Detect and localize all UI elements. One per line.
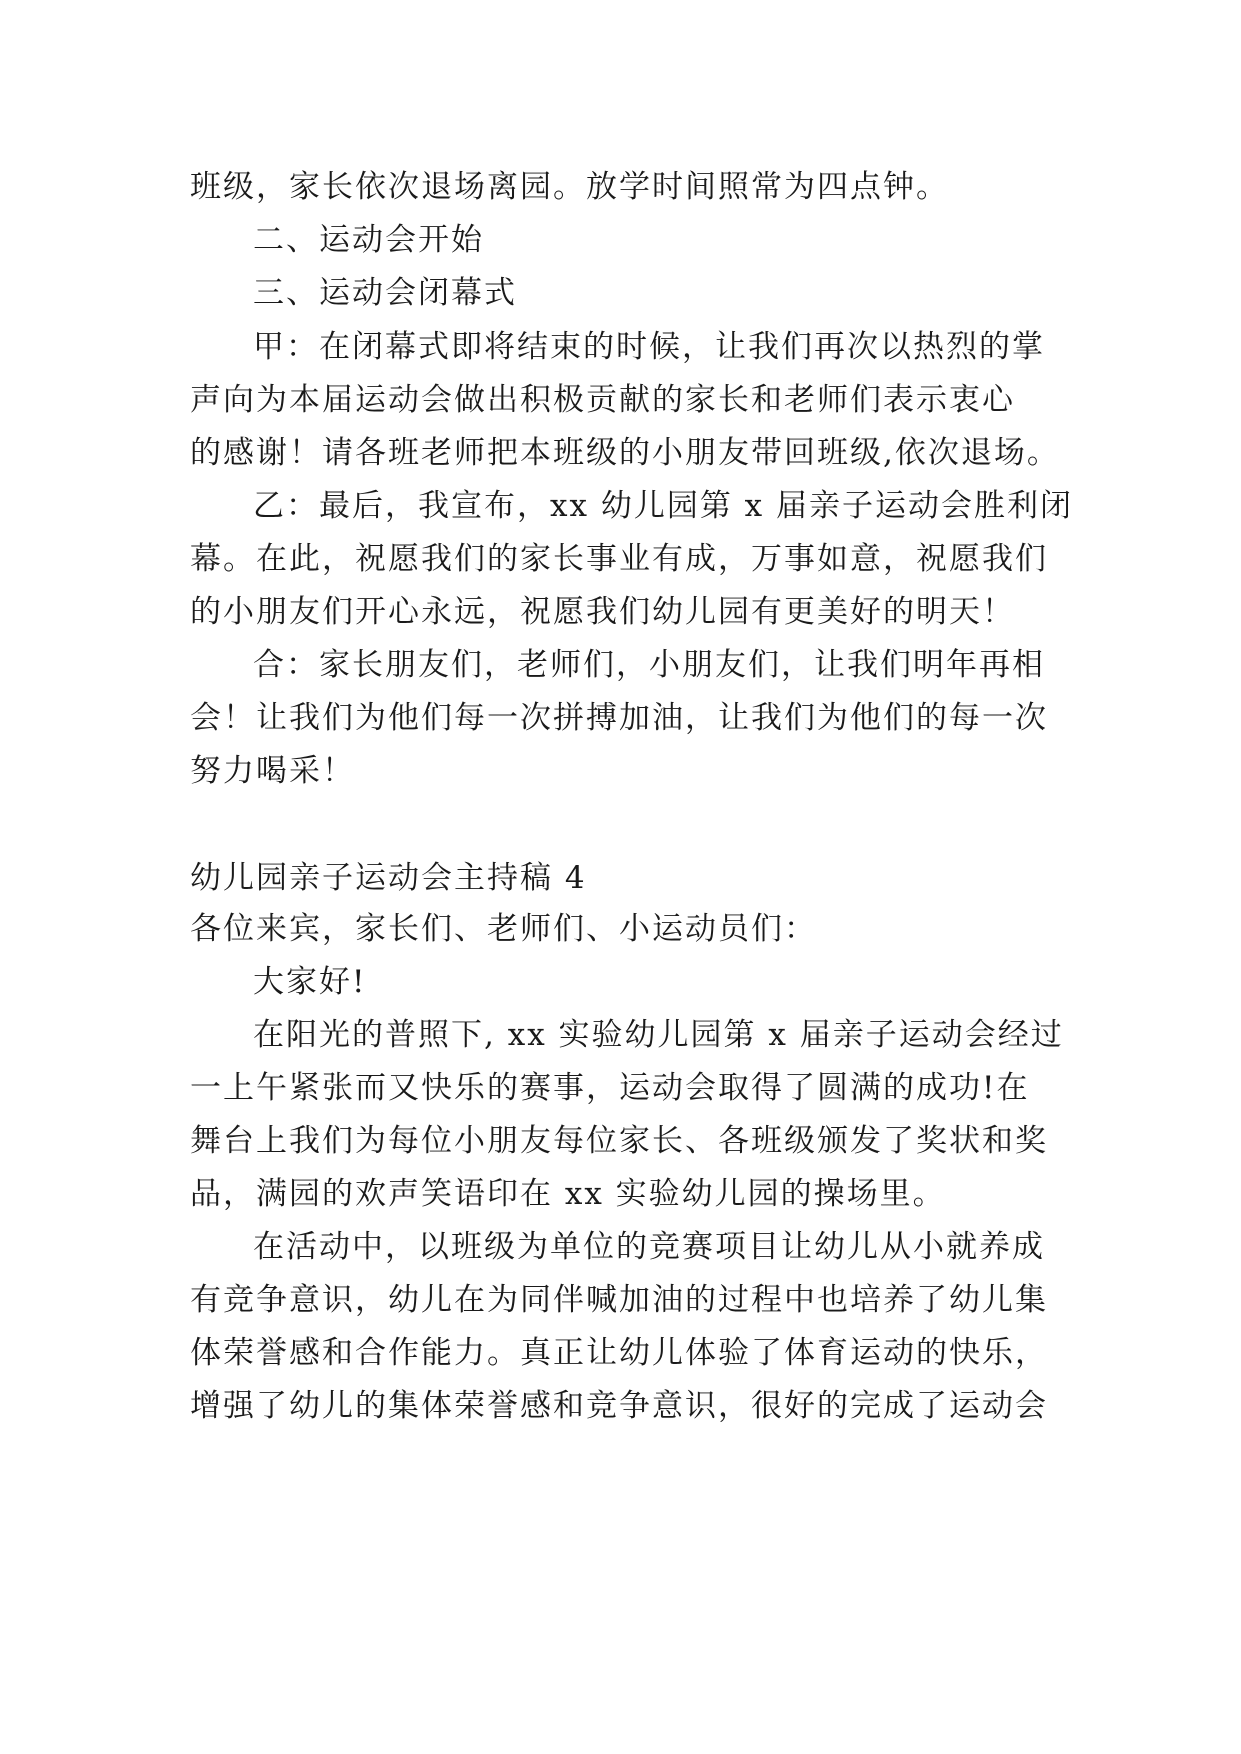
paragraph-line: 在活动中，以班级为单位的竞赛项目让幼儿从小就养成	[253, 1229, 1045, 1265]
paragraph-line: 甲：在闭幕式即将结束的时候，让我们再次以热烈的掌	[253, 329, 1045, 365]
paragraph-line: 增强了幼儿的集体荣誉感和竞争意识，很好的完成了运动会	[190, 1388, 1048, 1424]
paragraph-line: 在阳光的普照下, xx 实验幼儿园第 x 届亲子运动会经过	[253, 1017, 1064, 1053]
paragraph-line: 班级，家长依次退场离园。放学时间照常为四点钟。	[190, 169, 949, 205]
paragraph-line: 体荣誉感和合作能力。真正让幼儿体验了体育运动的快乐，	[190, 1335, 1048, 1371]
paragraph-line: 一上午紧张而又快乐的赛事，运动会取得了圆满的成功!在	[190, 1070, 1030, 1106]
paragraph-line: 品，满园的欢声笑语印在 xx 实验幼儿园的操场里。	[190, 1176, 946, 1212]
paragraph-line: 的小朋友们开心永远，祝愿我们幼儿园有更美好的明天！	[190, 594, 1015, 630]
paragraph-line: 努力喝采！	[190, 753, 355, 789]
paragraph-line: 合：家长朋友们，老师们，小朋友们，让我们明年再相	[253, 647, 1045, 683]
salutation: 各位来宾，家长们、老师们、小运动员们：	[190, 911, 817, 947]
paragraph-line: 有竞争意识，幼儿在为同伴喊加油的过程中也培养了幼儿集	[190, 1282, 1048, 1318]
document-title: 幼儿园亲子运动会主持稿 4	[190, 860, 587, 896]
paragraph-line: 舞台上我们为每位小朋友每位家长、各班级颁发了奖状和奖	[190, 1123, 1048, 1159]
greeting: 大家好!	[253, 964, 367, 1000]
paragraph-line: 会！让我们为他们每一次拼搏加油，让我们为他们的每一次	[190, 700, 1048, 736]
paragraph-line: 声向为本届运动会做出积极贡献的家长和老师们表示衷心	[190, 382, 1015, 418]
section-heading: 二、运动会开始	[253, 222, 484, 258]
section-heading: 三、运动会闭幕式	[253, 275, 517, 311]
paragraph-line: 幕。在此，祝愿我们的家长事业有成，万事如意，祝愿我们	[190, 541, 1048, 577]
paragraph-line: 的感谢！请各班老师把本班级的小朋友带回班级,依次退场。	[190, 435, 1060, 471]
paragraph-line: 乙：最后，我宣布，xx 幼儿园第 x 届亲子运动会胜利闭	[253, 488, 1074, 524]
